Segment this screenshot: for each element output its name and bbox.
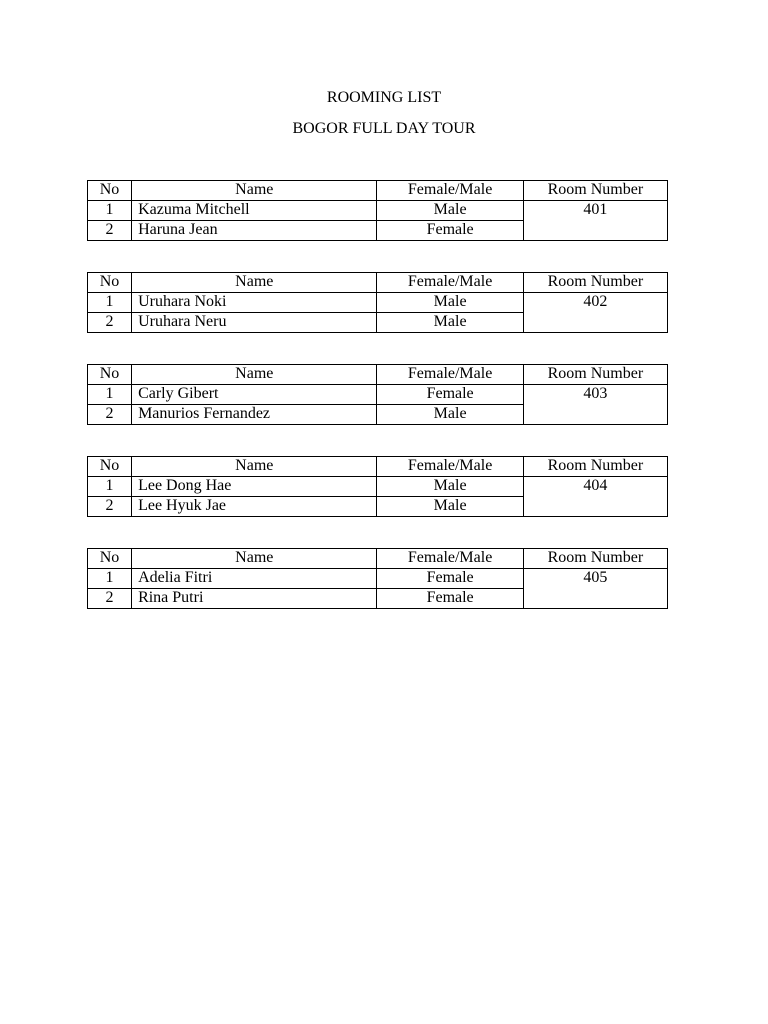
column-header-sex: Female/Male <box>377 365 523 385</box>
column-header-no: No <box>88 457 132 477</box>
guest-no: 1 <box>88 385 132 405</box>
table-header-row <box>88 273 668 293</box>
room-number: 402 <box>523 293 667 333</box>
room-number: 401 <box>523 201 667 241</box>
column-header-sex: Female/Male <box>377 273 523 293</box>
room-table-401 <box>87 180 668 241</box>
guest-sex: Male <box>377 477 523 497</box>
guest-sex: Female <box>377 569 523 589</box>
guest-name: Uruhara Neru <box>132 313 377 333</box>
table-header-row <box>88 181 668 201</box>
table-header-row <box>88 365 668 385</box>
guest-no: 1 <box>88 293 132 313</box>
guest-name: Carly Gibert <box>132 385 377 405</box>
column-header-room: Room Number <box>523 365 667 385</box>
guest-name: Rina Putri <box>132 589 377 609</box>
guest-name: Haruna Jean <box>132 221 377 241</box>
room-number: 403 <box>523 385 667 425</box>
column-header-sex: Female/Male <box>377 549 523 569</box>
table-row <box>88 293 668 313</box>
guest-sex: Male <box>377 201 523 221</box>
room-table-404 <box>87 456 668 517</box>
table-row <box>88 201 668 221</box>
column-header-no: No <box>88 181 132 201</box>
column-header-no: No <box>88 549 132 569</box>
guest-no: 1 <box>88 569 132 589</box>
guest-sex: Female <box>377 385 523 405</box>
table-row <box>88 477 668 497</box>
page-subtitle: BOGOR FULL DAY TOUR <box>292 120 476 137</box>
guest-name: Lee Hyuk Jae <box>132 497 377 517</box>
table-header-row <box>88 457 668 477</box>
room-number: 404 <box>523 477 667 517</box>
guest-name: Kazuma Mitchell <box>132 201 377 221</box>
guest-no: 2 <box>88 221 132 241</box>
guest-sex: Female <box>377 221 523 241</box>
room-table-402 <box>87 272 668 333</box>
guest-sex: Female <box>377 589 523 609</box>
guest-no: 2 <box>88 497 132 517</box>
column-header-no: No <box>88 273 132 293</box>
guest-name: Lee Dong Hae <box>132 477 377 497</box>
guest-name: Adelia Fitri <box>132 569 377 589</box>
table-row <box>88 385 668 405</box>
guest-no: 1 <box>88 477 132 497</box>
room-table-405 <box>87 548 668 609</box>
guest-sex: Male <box>377 293 523 313</box>
column-header-name: Name <box>132 273 377 293</box>
guest-no: 2 <box>88 313 132 333</box>
room-table-403 <box>87 364 668 425</box>
column-header-sex: Female/Male <box>377 181 523 201</box>
guest-sex: Male <box>377 313 523 333</box>
table-header-row <box>88 549 668 569</box>
guest-sex: Male <box>377 405 523 425</box>
column-header-name: Name <box>132 549 377 569</box>
column-header-room: Room Number <box>523 273 667 293</box>
column-header-room: Room Number <box>523 549 667 569</box>
guest-no: 2 <box>88 589 132 609</box>
page-title: ROOMING LIST <box>326 89 442 106</box>
guest-sex: Male <box>377 497 523 517</box>
table-row <box>88 569 668 589</box>
room-number: 405 <box>523 569 667 609</box>
column-header-room: Room Number <box>523 181 667 201</box>
guest-no: 2 <box>88 405 132 425</box>
column-header-sex: Female/Male <box>377 457 523 477</box>
column-header-room: Room Number <box>523 457 667 477</box>
column-header-name: Name <box>132 457 377 477</box>
guest-name: Manurios Fernandez <box>132 405 377 425</box>
column-header-name: Name <box>132 365 377 385</box>
guest-no: 1 <box>88 201 132 221</box>
guest-name: Uruhara Noki <box>132 293 377 313</box>
column-header-name: Name <box>132 181 377 201</box>
column-header-no: No <box>88 365 132 385</box>
